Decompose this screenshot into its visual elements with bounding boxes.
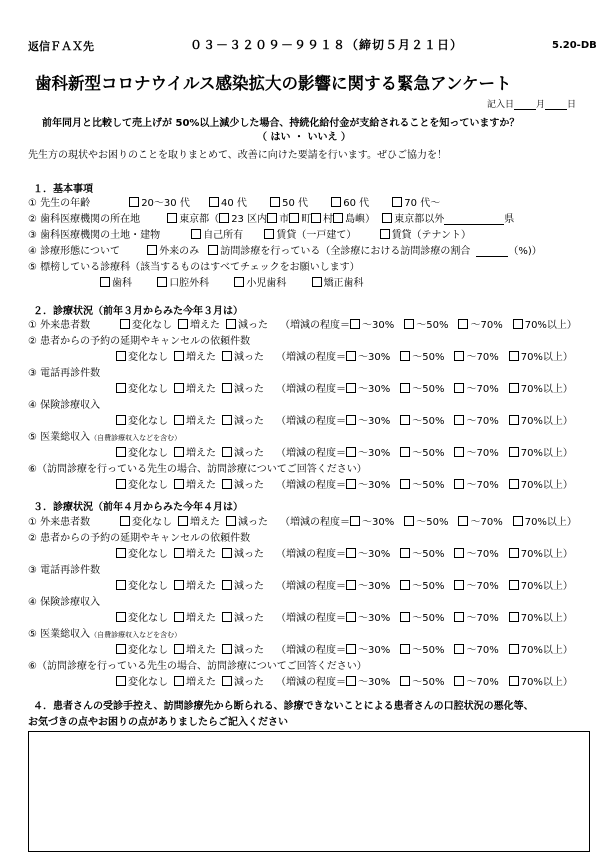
- land-option[interactable]: 自己所有: [191, 230, 243, 241]
- change-option[interactable]: 変化なし: [116, 581, 168, 592]
- degree-label: （増減の程度＝: [280, 517, 350, 528]
- degree-label: （増減の程度＝: [276, 549, 346, 560]
- degree-option[interactable]: ～70%: [458, 517, 502, 528]
- degree-label: （増減の程度＝: [280, 320, 350, 331]
- change-option[interactable]: 増えた: [174, 581, 216, 592]
- age-row: ① 先生の年齢 20～30 代 40 代 50 代 60 代 70 代～: [28, 198, 441, 209]
- degree-option[interactable]: 70%以上）: [509, 677, 573, 688]
- section2-heading: ２．診療状況（前年３月からみた今年３月は）: [33, 306, 243, 317]
- degree-option[interactable]: ～50%: [404, 320, 448, 331]
- degree-option[interactable]: ～30%: [350, 517, 394, 528]
- degree-option[interactable]: ～70%: [454, 645, 498, 656]
- age-option[interactable]: 40 代: [209, 198, 247, 209]
- degree-option[interactable]: 70%以上）: [509, 480, 573, 491]
- degree-label: （増減の程度＝: [276, 613, 346, 624]
- degree-option[interactable]: ～50%: [400, 480, 444, 491]
- change-option[interactable]: 増えた: [174, 549, 216, 560]
- degree-option[interactable]: ～30%: [346, 352, 390, 363]
- degree-option[interactable]: ～70%: [458, 320, 502, 331]
- change-option[interactable]: 増えた: [178, 320, 220, 331]
- change-option[interactable]: 変化なし: [116, 352, 168, 363]
- request-text: 先生方の現状やお困りのことを取りまとめて、改善に向けた要請を行います。ぜひご協力を！: [28, 150, 447, 161]
- degree-option[interactable]: ～70%: [454, 549, 498, 560]
- degree-option[interactable]: ～70%: [454, 613, 498, 624]
- change-option[interactable]: 減った: [222, 581, 264, 592]
- degree-option[interactable]: 70%以上）: [513, 517, 577, 528]
- doc-code: 5.20-DB: [552, 40, 597, 51]
- change-option[interactable]: 増えた: [174, 416, 216, 427]
- answer-row: [116, 673, 573, 688]
- change-option[interactable]: 減った: [222, 645, 264, 656]
- degree-label: （増減の程度＝: [276, 480, 346, 491]
- land-option[interactable]: 賃貸（テナント）: [380, 230, 472, 241]
- item-label: ③ 電話再診件数: [28, 565, 101, 576]
- change-option[interactable]: 減った: [222, 352, 264, 363]
- degree-option[interactable]: 70%以上）: [509, 384, 573, 395]
- degree-label: （増減の程度＝: [276, 645, 346, 656]
- degree-option[interactable]: 70%以上）: [509, 613, 573, 624]
- degree-option[interactable]: ～50%: [400, 448, 444, 459]
- degree-label: （増減の程度＝: [276, 581, 346, 592]
- section1-heading: １．基本事項: [33, 184, 93, 195]
- change-option[interactable]: 増えた: [174, 384, 216, 395]
- form-option[interactable]: 訪問診療を行っている（全診療における訪問診療の割合: [208, 246, 470, 257]
- page-title: 歯科新型コロナウイルス感染拡大の影響に関する緊急アンケート: [35, 74, 512, 93]
- change-option[interactable]: 変化なし: [120, 517, 172, 528]
- degree-option[interactable]: ～30%: [346, 645, 390, 656]
- degree-option[interactable]: 70%以上）: [509, 581, 573, 592]
- specialty-option[interactable]: 歯科: [100, 278, 132, 289]
- item-label: ④ 保険診療収入: [28, 597, 101, 608]
- free-comment-box[interactable]: [28, 731, 590, 852]
- age-option[interactable]: 60 代: [331, 198, 369, 209]
- item-label: ① 外来患者数: [28, 517, 91, 528]
- item-label: ② 患者からの予約の延期やキャンセルの依頼件数: [28, 533, 251, 544]
- change-option[interactable]: 増えた: [174, 480, 216, 491]
- degree-option[interactable]: ～50%: [400, 384, 444, 395]
- change-option[interactable]: 変化なし: [116, 613, 168, 624]
- degree-option[interactable]: ～50%: [400, 549, 444, 560]
- change-option[interactable]: 増えた: [178, 517, 220, 528]
- degree-option[interactable]: ～50%: [400, 645, 444, 656]
- answer-row: [116, 444, 573, 459]
- degree-option[interactable]: ～70%: [454, 677, 498, 688]
- answer-row: [116, 380, 573, 395]
- section4-line1: ４．患者さんの受診手控え、訪問診療先から断られる、診療できないことによる患者さんの口腔状況の悪化等、: [33, 701, 534, 712]
- land-option[interactable]: 賃貸（一戸建て）: [264, 230, 356, 241]
- degree-label: （増減の程度＝: [276, 384, 346, 395]
- age-option[interactable]: 50 代: [270, 198, 308, 209]
- degree-option[interactable]: 70%以上）: [509, 645, 573, 656]
- change-option[interactable]: 減った: [226, 320, 268, 331]
- degree-option[interactable]: ～70%: [454, 384, 498, 395]
- degree-option[interactable]: ～50%: [400, 581, 444, 592]
- return-fax-label: 返信ＦＡＸ先: [28, 40, 94, 53]
- degree-option[interactable]: ～70%: [454, 448, 498, 459]
- change-option[interactable]: 減った: [222, 480, 264, 491]
- degree-option[interactable]: ～70%: [454, 416, 498, 427]
- item-label: ② 患者からの予約の延期やキャンセルの依頼件数: [28, 336, 251, 347]
- degree-label: （増減の程度＝: [276, 677, 346, 688]
- change-option[interactable]: 変化なし: [116, 384, 168, 395]
- change-option[interactable]: 増えた: [174, 352, 216, 363]
- section3-heading: ３．診療状況（前年４月からみた今年４月は）: [33, 502, 243, 513]
- degree-option[interactable]: ～30%: [346, 480, 390, 491]
- specialty-option[interactable]: 小児歯科: [234, 278, 286, 289]
- degree-option[interactable]: ～50%: [400, 416, 444, 427]
- degree-option[interactable]: ～30%: [346, 613, 390, 624]
- benefit-question: 前年同月と比較して売上げが 50%以上減少した場合、持続化給付金が支給されることを知っていますか？: [42, 118, 520, 129]
- item-label: ③ 電話再診件数: [28, 368, 101, 379]
- change-option[interactable]: 増えた: [174, 645, 216, 656]
- item-label: ④ 保険診療収入: [28, 400, 101, 411]
- item-label: ⑥（訪問診療を行っている先生の場合、訪問診療についてご回答ください）: [28, 464, 367, 475]
- degree-option[interactable]: 70%以上）: [509, 416, 573, 427]
- specialty-option[interactable]: 口腔外科: [157, 278, 209, 289]
- degree-option[interactable]: ～50%: [400, 677, 444, 688]
- change-option[interactable]: 減った: [222, 384, 264, 395]
- fax-number: ０３－３２０９－９９１８（締切５月２１日）: [190, 38, 464, 52]
- answer-row: [120, 513, 577, 528]
- answer-row: [116, 609, 573, 624]
- change-option[interactable]: 変化なし: [116, 677, 168, 688]
- land-row: ③ 歯科医療機関の土地・建物 自己所有 賃貸（一戸建て） 賃貸（テナント）: [28, 230, 472, 241]
- location-row: ② 歯科医療機関の所在地 東京都（ 23 区内 市 町 村 島嶼） 東京都以外 県: [28, 214, 515, 225]
- answer-row: [116, 348, 573, 363]
- change-option[interactable]: 減った: [222, 416, 264, 427]
- degree-option[interactable]: ～70%: [454, 352, 498, 363]
- degree-option[interactable]: ～50%: [400, 352, 444, 363]
- degree-option[interactable]: ～30%: [346, 549, 390, 560]
- degree-option[interactable]: ～30%: [346, 448, 390, 459]
- specialty-option[interactable]: 矯正歯科: [312, 278, 364, 289]
- degree-option[interactable]: 70%以上）: [509, 352, 573, 363]
- answer-row: [116, 545, 573, 560]
- change-option[interactable]: 変化なし: [116, 448, 168, 459]
- entry-date[interactable]: 記入日 月 日: [487, 100, 577, 110]
- change-option[interactable]: 変化なし: [116, 416, 168, 427]
- change-option[interactable]: 減った: [222, 448, 264, 459]
- degree-option[interactable]: ～30%: [346, 581, 390, 592]
- degree-option[interactable]: ～70%: [454, 480, 498, 491]
- form-option[interactable]: 外来のみ: [147, 246, 199, 257]
- degree-option[interactable]: 70%以上）: [509, 549, 573, 560]
- section4-line2: お気づきの点やお困りの点がありましたらご記入ください: [28, 717, 288, 728]
- change-option[interactable]: 増えた: [174, 677, 216, 688]
- degree-option[interactable]: ～70%: [454, 581, 498, 592]
- degree-option[interactable]: ～30%: [346, 416, 390, 427]
- degree-label: （増減の程度＝: [276, 352, 346, 363]
- change-option[interactable]: 変化なし: [120, 320, 172, 331]
- answer-row: [116, 476, 573, 491]
- change-option[interactable]: 変化なし: [116, 480, 168, 491]
- item-label: ⑤ 医業総収入（自費診療収入などを含む）: [28, 432, 182, 443]
- item-label: ⑥（訪問診療を行っている先生の場合、訪問診療についてご回答ください）: [28, 661, 367, 672]
- degree-option[interactable]: 70%以上）: [509, 448, 573, 459]
- change-option[interactable]: 減った: [222, 677, 264, 688]
- change-option[interactable]: 減った: [226, 517, 268, 528]
- degree-option[interactable]: ～50%: [404, 517, 448, 528]
- degree-option[interactable]: 70%以上）: [513, 320, 577, 331]
- degree-label: （増減の程度＝: [276, 448, 346, 459]
- degree-option[interactable]: ～30%: [346, 384, 390, 395]
- degree-option[interactable]: ～30%: [350, 320, 394, 331]
- change-option[interactable]: 変化なし: [116, 645, 168, 656]
- item-label: ① 外来患者数: [28, 320, 91, 331]
- change-option[interactable]: 変化なし: [116, 549, 168, 560]
- yes-no-choice[interactable]: （ はい ・ いいえ ）: [257, 132, 351, 143]
- item-label: ⑤ 医業総収入（自費診療収入などを含む）: [28, 629, 182, 640]
- answer-row: [116, 412, 573, 427]
- degree-label: （増減の程度＝: [276, 416, 346, 427]
- form-row: ④ 診療形態について 外来のみ 訪問診療を行っている（全診療における訪問診療の割合 （%)）: [28, 246, 542, 257]
- answer-row: [120, 316, 577, 331]
- degree-option[interactable]: ～30%: [346, 677, 390, 688]
- change-option[interactable]: 減った: [222, 613, 264, 624]
- change-option[interactable]: 増えた: [174, 448, 216, 459]
- specialty-options: [100, 274, 370, 289]
- change-option[interactable]: 減った: [222, 549, 264, 560]
- specialty-label: ⑤ 標榜している診療科（該当するものはすべてチェックをお願いします）: [28, 262, 360, 273]
- answer-row: [116, 577, 573, 592]
- age-option[interactable]: 70 代～: [392, 198, 440, 209]
- degree-option[interactable]: ～50%: [400, 613, 444, 624]
- change-option[interactable]: 増えた: [174, 613, 216, 624]
- answer-row: [116, 641, 573, 656]
- age-option[interactable]: 20～30 代: [129, 198, 190, 209]
